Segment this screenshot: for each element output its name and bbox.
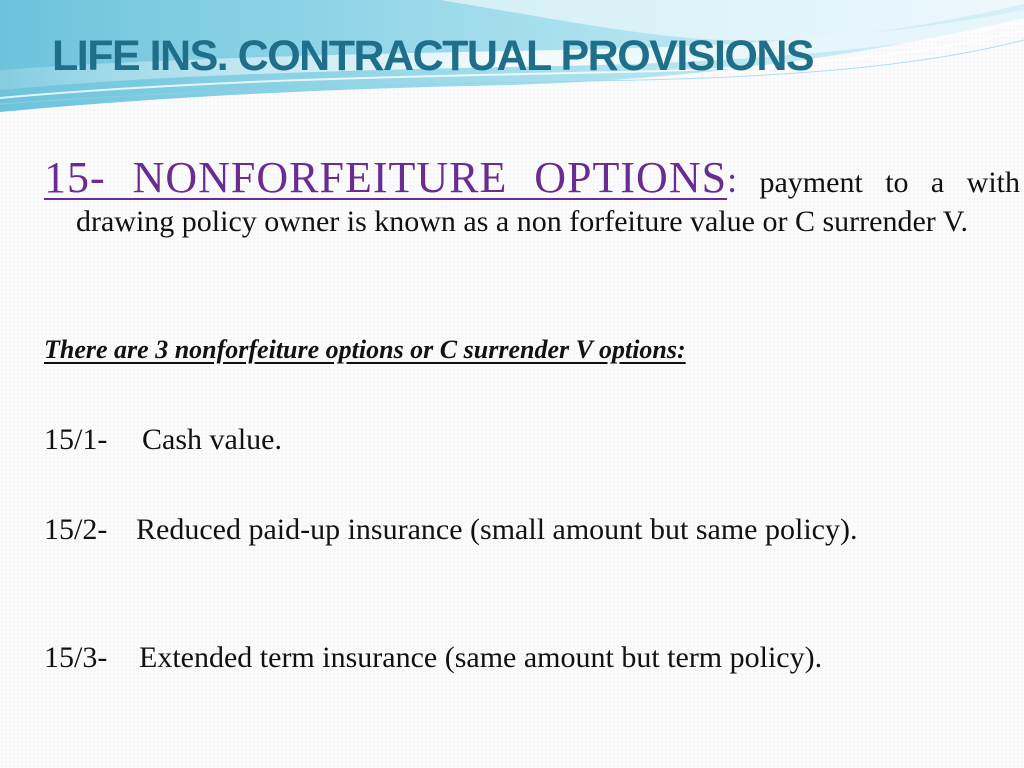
option-item-2: [44, 510, 1020, 549]
option-number-2: 15/2-: [44, 513, 108, 546]
slide-title: LIFE INS. CONTRACTUAL PROVISIONS: [52, 32, 814, 80]
intro-text: payment to a with drawing policy owner is known as a non forfeiture value or C surrender V.: [76, 166, 1020, 238]
intro-heading: [44, 153, 727, 202]
intro-heading-text: NONFORFEITURE OPTIONS: [132, 153, 728, 202]
option-number-1: 15/1-: [44, 423, 108, 456]
intro-paragraph: [44, 153, 1020, 241]
option-text-2: Reduced paid-up insurance (small amount but same policy).: [136, 513, 858, 546]
option-item-3: [44, 638, 1020, 677]
option-number-3: 15/3-: [44, 641, 108, 674]
option-text-1: Cash value.: [142, 423, 282, 456]
intro-colon: :: [727, 160, 738, 200]
intro-number: 15-: [44, 153, 133, 202]
options-subheading: There are 3 nonforfeiture options or C surrender V options:: [44, 335, 686, 364]
option-text-3: Extended term insurance (same amount but term policy).: [139, 641, 823, 674]
option-item-1: [44, 420, 1020, 459]
